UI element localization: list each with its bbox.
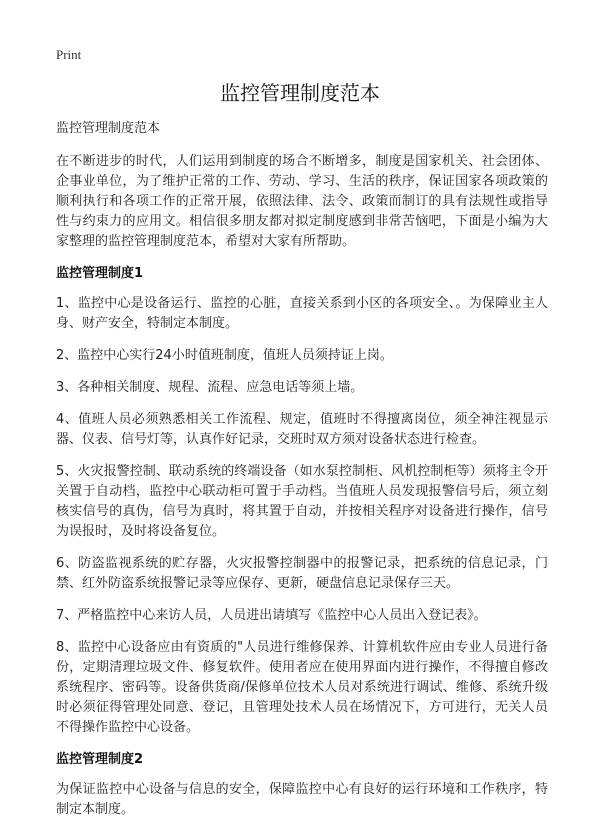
rule-item-2: 2、监控中心实行24小时值班制度，值班人员须持证上岗。 [56,348,393,363]
rule-item-4: 4、值班人员必须熟悉相关工作流程、规定，值班时不得擅离岗位，须全神注视显示器、仪表、信号灯等，认真作好记录，交班时双方须对设备状态进行检查。 [56,412,548,447]
document-subtitle: 监控管理制度范本 [56,121,161,136]
rule-item-1: 1、监控中心是设备运行、监控的心脏，直接关系到小区的各项安全、。为保障业主人身、财产安全，特制定本制度。 [56,296,548,331]
rule-item-5: 5、火灾报警控制、联动系统的终端设备（如水泵控制柜、风机控制柜等）须将主令开关置于自动档，监控中心联动柜可置于手动档。当值班人员发现报警信号后，须立刻核实信号的真伪，信号为真时，将其置于自动，并按相关程序对设备进行操作，信号为误报时，及时将设备复位。 [56,464,548,539]
rule-item-3: 3、各种相关制度、规程、流程、应急电话等须上墙。 [56,380,364,395]
section-heading-2: 监控管理制度2 [56,752,144,767]
rule-item-8: 8、监控中心设备应由有资质的"人员进行维修保养、计算机软件应由专业人员进行备份，定期清理垃圾文件、修复软件。使用者应在使用界面内进行操作，不得擅自修改系统程序、密码等。设备供货商/保修单位技术人员对系统进行调试、维修、系统升级时必须征得管理处同意、登记，且管理处技术人员在场情况下，方可进行，无关人员不得操作监控中心设备。 [56,640,548,735]
intro-paragraph: 在不断进步的时代，人们运用到制度的场合不断增多，制度是国家机关、社会团体、企事业单位，为了维护正常的工作、劳动、学习、生活的秩序，保证国家各项政策的顺利执行和各项工作的正常开展，依照法律、法令、政策而制订的具有法规性或指导性与约束力的应用文。相信很多朋友都对拟定制度感到非常苦恼吧，下面是小编为大家整理的监控管理制度范本，希望对大家有所帮助。 [56,154,548,249]
print-link[interactable]: Print [56,47,82,62]
rule-item-7: 7、严格监控中心来访人员，人员进出请填写《监控中心人员出入登记表》。 [56,608,487,623]
document-title: 监控管理制度范本 [220,81,380,105]
section-heading-1: 监控管理制度1 [56,266,144,281]
rule-item-6: 6、防盗监视系统的贮存器，火灾报警控制器中的报警记录，把系统的信息记录，门禁、红外防盗系统报警记录等应保存、更新，硬盘信息记录保存三天。 [56,556,548,591]
document-body [56,119,548,832]
section2-intro-paragraph: 为保证监控中心设备与信息的安全，保障监控中心有良好的运行环境和工作秩序，特制定本制度。 [56,782,548,817]
